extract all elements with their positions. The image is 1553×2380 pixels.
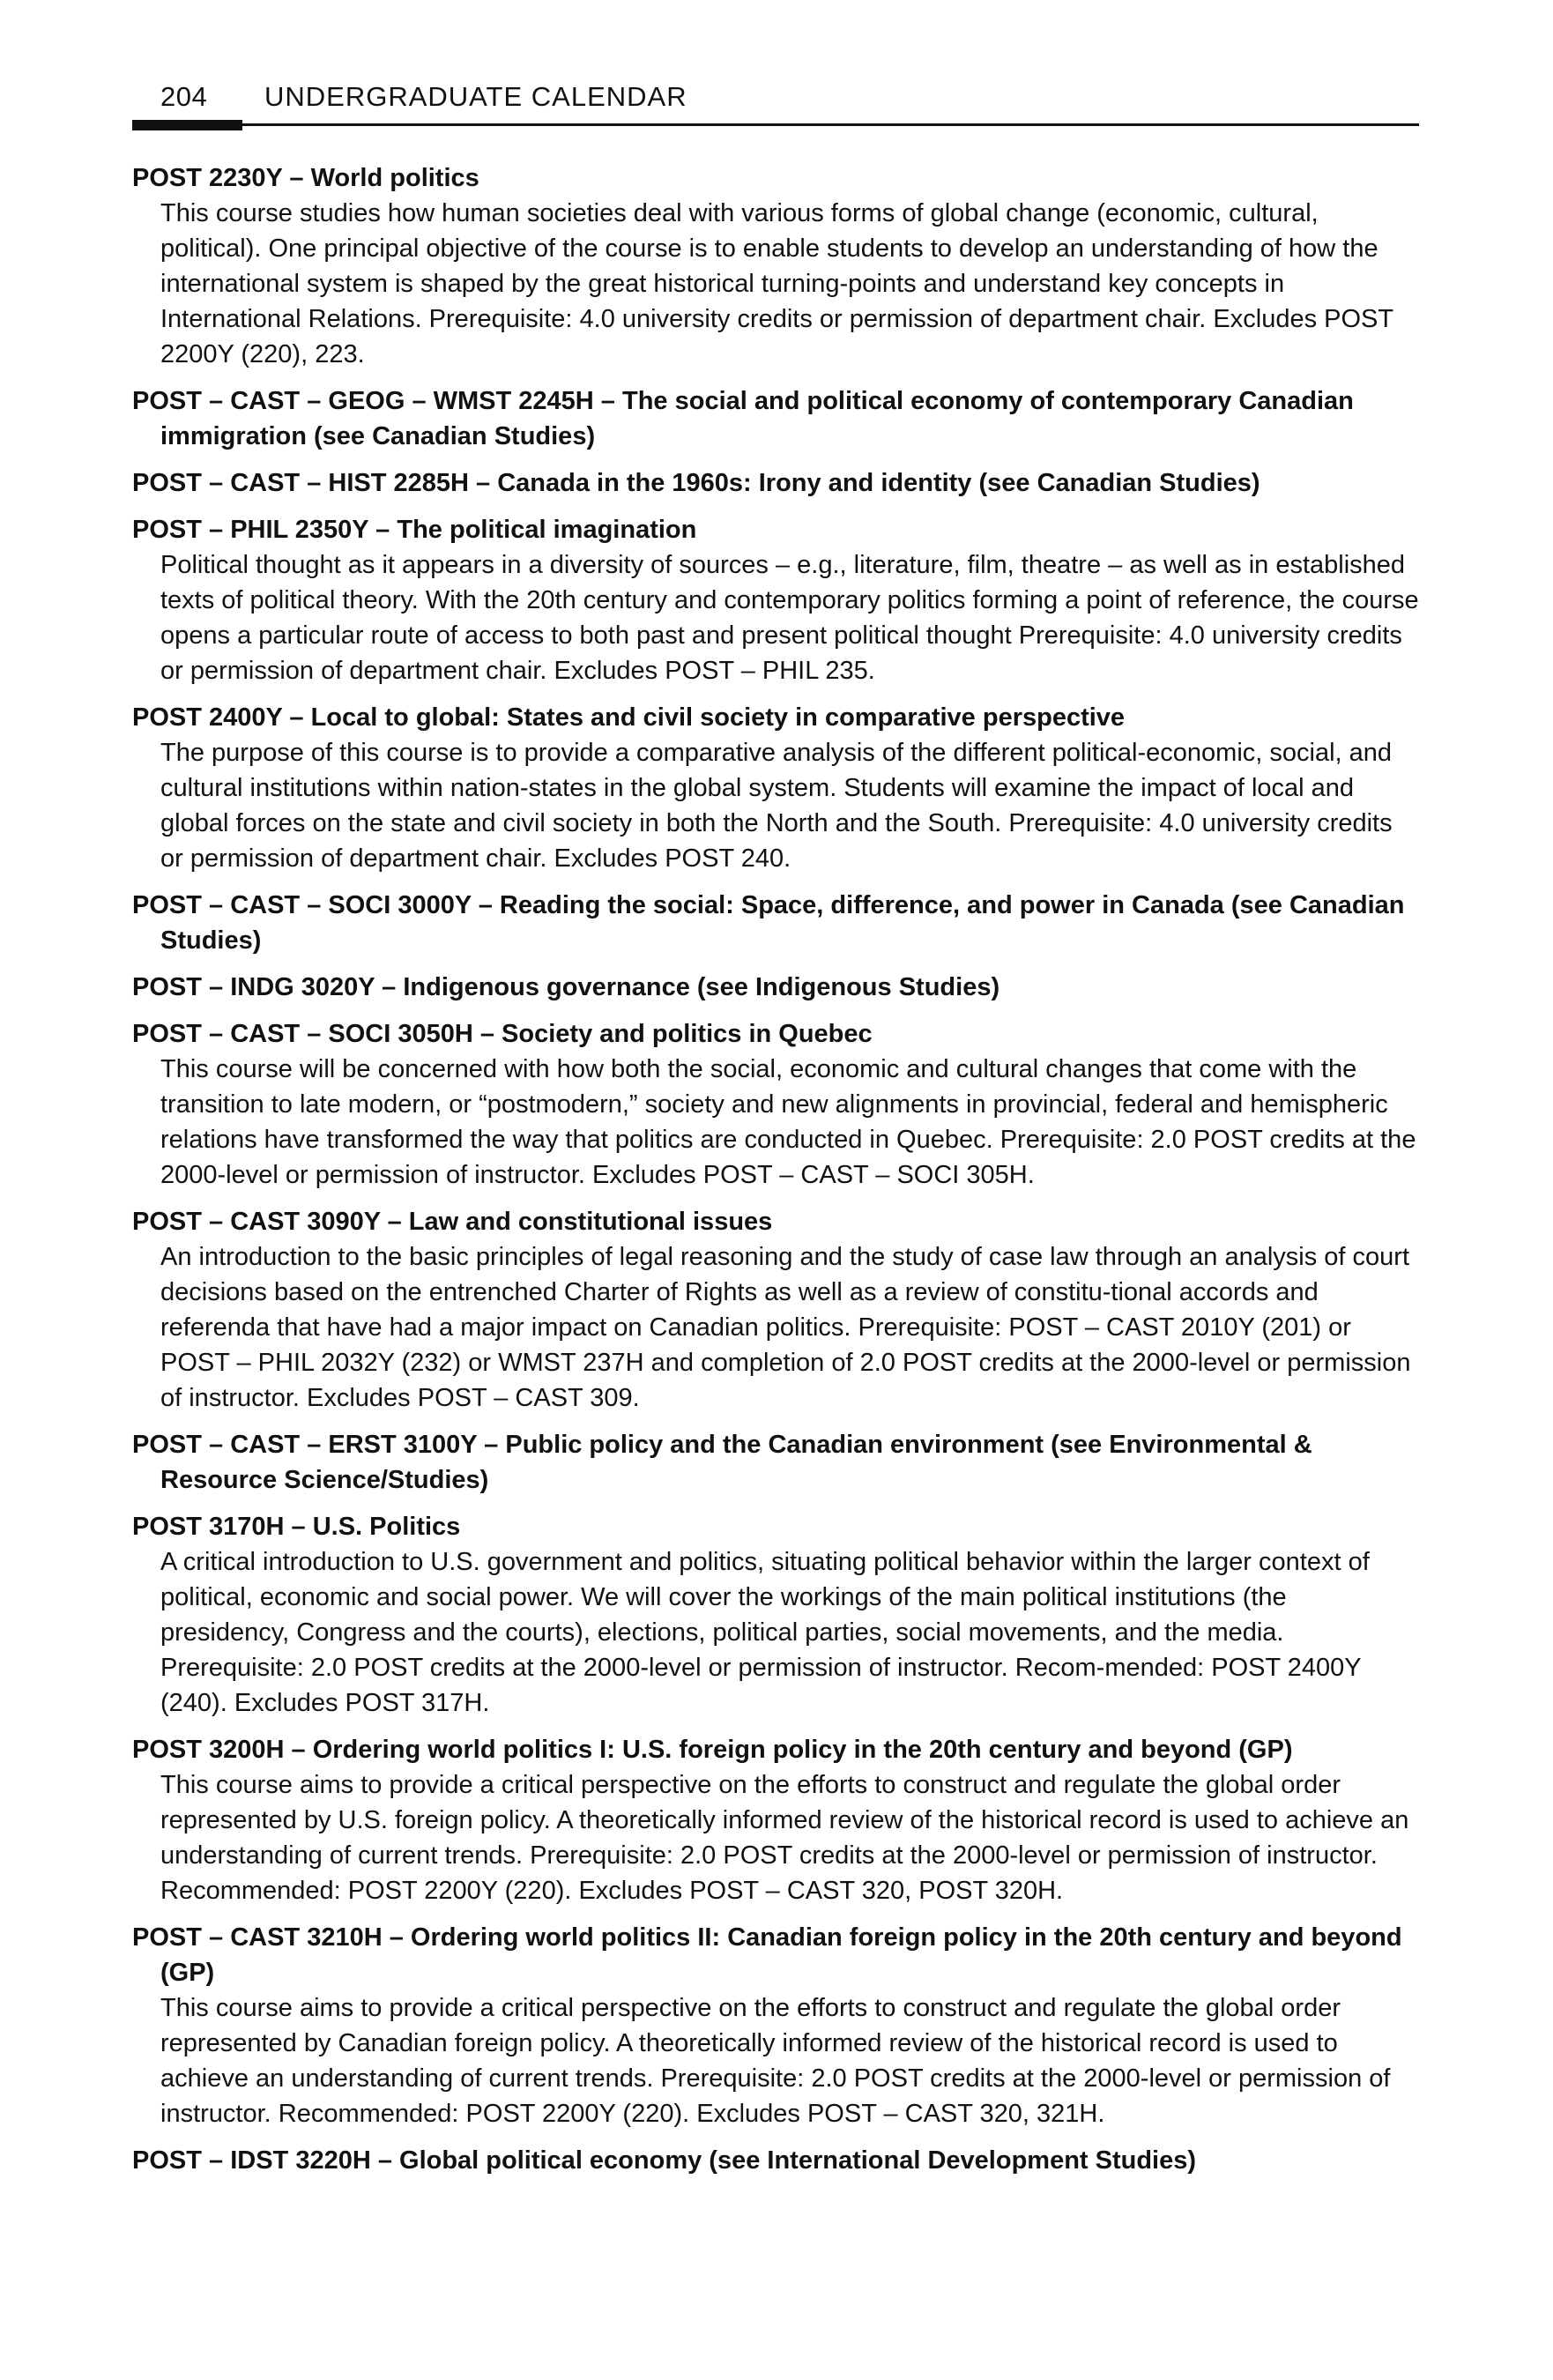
header-rule xyxy=(132,123,1419,126)
course-title: POST – CAST 3210H – Ordering world politics II: Canadian foreign policy in the 20th century and beyond (GP) xyxy=(132,1923,1402,1987)
course-title: POST – IDST 3220H – Global political economy (see International Development Studies) xyxy=(132,2146,1197,2175)
course-description: This course will be concerned with how both the social, economic and cultural changes that come with the transition to late modern, or “postmodern,” society and new alignments in provincial, federal and hemispheric relations have transformed the way that politics are conducted in Quebec. Prerequisite: 2.0 POST credits at the 2000-level or permission of instructor. Excludes POST – CAST – SOCI 305H. xyxy=(160,1055,1416,1189)
course-entry-post-3200h xyxy=(132,1732,1419,1908)
course-entry-post-3100y xyxy=(132,1427,1419,1498)
course-description: This course aims to provide a critical perspective on the efforts to construct and regulate the global order represented by Canadian foreign policy. A theoretically informed review of the historical record is used to achieve an understanding of current trends. Prerequisite: 2.0 POST credits at the 2000-level or permission of instructor. Recommended: POST 2200Y (220). Excludes POST – CAST 320, 321H. xyxy=(160,1994,1391,2128)
course-entry-post-3050h xyxy=(132,1016,1419,1193)
course-title: POST 3170H – U.S. Politics xyxy=(132,1513,461,1541)
course-title: POST – INDG 3020Y – Indigenous governance (see Indigenous Studies) xyxy=(132,973,1000,1001)
course-title: POST – CAST – HIST 2285H – Canada in the 1960s: Irony and identity (see Canadian Studies) xyxy=(132,469,1260,497)
course-entry-post-3210h xyxy=(132,1920,1419,2131)
course-description: The purpose of this course is to provide a comparative analysis of the different political-economic, social, and cultural institutions within nation-states in the global system. Students will examine the impact of local and global forces on the state and civil society in both the North and the South. Prerequisite: 4.0 university credits or permission of department chair. Excludes POST 240. xyxy=(160,739,1393,873)
course-entry-post-2245h xyxy=(132,383,1419,454)
page-header xyxy=(132,78,1419,129)
course-description: Political thought as it appears in a diversity of sources – e.g., literature, film, theatre – as well as in established texts of political theory. With the 20th century and contemporary politics forming a point of reference, the course opens a particular route of access to both past and present political thought Prerequisite: 4.0 university credits or permission of department chair. Excludes POST – PHIL 235. xyxy=(160,551,1419,685)
course-title: POST – PHIL 2350Y – The political imagination xyxy=(132,516,697,544)
course-title: POST – CAST 3090Y – Law and constitutional issues xyxy=(132,1208,773,1236)
course-entry-post-2285h xyxy=(132,465,1419,501)
course-title: POST – CAST – SOCI 3000Y – Reading the social: Space, difference, and power in Canada (see Canadian Studies) xyxy=(132,891,1405,955)
course-entry-post-3090y xyxy=(132,1204,1419,1416)
course-description: A critical introduction to U.S. government and politics, situating political behavior within the larger context of political, economic and social power. We will cover the workings of the main political institutions (the presidency, Congress and the courts), elections, political parties, social movements, and the media. Prerequisite: 2.0 POST credits at the 2000-level or permission of instructor. Recom-mended: POST 2400Y (240). Excludes POST 317H. xyxy=(160,1548,1370,1717)
course-title: POST 2400Y – Local to global: States and civil society in comparative perspective xyxy=(132,703,1126,732)
course-entry-post-3170h xyxy=(132,1509,1419,1721)
course-entry-post-3220h xyxy=(132,2143,1419,2178)
course-description: An introduction to the basic principles of legal reasoning and the study of case law through an analysis of court decisions based on the entrenched Charter of Rights as well as a review of constitu-tional accords and referenda that have had a major impact on Canadian politics. Prerequisite: POST – CAST 2010Y (201) or POST – PHIL 2032Y (232) or WMST 237H and completion of 2.0 POST credits at the 2000-level or permission of instructor. Excludes POST – CAST 309. xyxy=(160,1243,1411,1412)
course-list xyxy=(132,160,1419,2190)
course-entry-post-3020y xyxy=(132,970,1419,1005)
course-entry-post-2230y xyxy=(132,160,1419,372)
running-title: UNDERGRADUATE CALENDAR xyxy=(264,81,687,112)
course-description: This course studies how human societies deal with various forms of global change (economic, cultural, political). One principal objective of the course is to enable students to develop an understanding of how the international system is shaped by the great historical turning-points and understand key concepts in International Relations. Prerequisite: 4.0 university credits or permission of department chair. Excludes POST 2200Y (220), 223. xyxy=(160,199,1393,368)
course-title: POST – CAST – GEOG – WMST 2245H – The social and political economy of contemporary Canadian immigration (see Canadian Studies) xyxy=(132,387,1354,450)
course-title: POST – CAST – ERST 3100Y – Public policy and the Canadian environment (see Environmental & Resource Science/Studies) xyxy=(132,1431,1312,1494)
course-entry-post-2350y xyxy=(132,512,1419,688)
course-entry-post-3000y xyxy=(132,888,1419,958)
page-number: 204 xyxy=(160,81,208,112)
course-title: POST – CAST – SOCI 3050H – Society and politics in Quebec xyxy=(132,1020,873,1048)
course-title: POST 2230Y – World politics xyxy=(132,164,479,192)
course-description: This course aims to provide a critical perspective on the efforts to construct and regulate the global order represented by U.S. foreign policy. A theoretically informed review of the historical record is used to achieve an understanding of current trends. Prerequisite: 2.0 POST credits at the 2000-level or permission of instructor. Recommended: POST 2200Y (220). Excludes POST – CAST 320, POST 320H. xyxy=(160,1771,1409,1905)
course-title: POST 3200H – Ordering world politics I: U.S. foreign policy in the 20th century and beyond (GP) xyxy=(132,1736,1293,1764)
header-block xyxy=(132,120,242,130)
course-entry-post-2400y xyxy=(132,700,1419,876)
